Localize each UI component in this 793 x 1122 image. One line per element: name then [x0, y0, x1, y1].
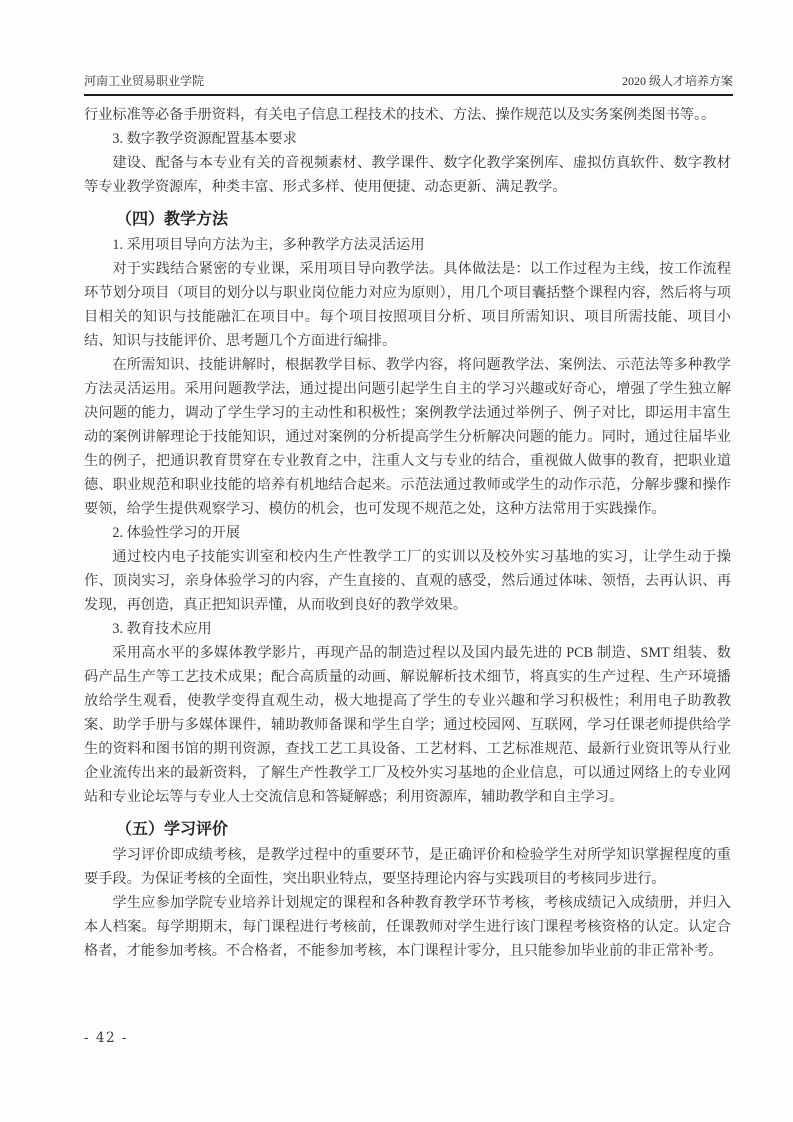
- paragraph-evaluation-rules: 学生应参加学院专业培养计划规定的课程和各种教育教学环节考核，考核成绩记入成绩册，并归入本人档案。每学期期末，每门课程进行考核前，任课教师对学生进行该门课程考核资格的认定。认定合格者，才能参加考核。不合格者，不能参加考核，本门课程计零分，且只能参加毕业前的非正常补考。: [84, 895, 731, 959]
- page-number: - 42 -: [84, 1030, 128, 1046]
- paragraph-education-technology: 采用高水平的多媒体教学影片，再现产品的制造过程以及国内最先进的 PCB 制造、SMT 组装、数码产品生产等工艺技术成果；配合高质量的动画、解说解析技术细节，将真实的生产过程、生产环境播放给学生观看，使教学变得直观生动，极大地提高了学生的专业兴趣和学习积极性；利用电子助教教案、助学手册与多媒体课件，辅助教师备课和学生自学；通过校园网、互联网，学习任课老师提供给学生的资料和图书馆的期刊资源，查找工艺工具设备、工艺材料、工艺标准规范、最新行业资讯等从行业企业流传出来的最新资料，了解生产性教学工厂及校外实习基地的企业信息，可以通过网络上的专业网站和专业论坛等与专业人士交流信息和答疑解惑；利用资源库，辅助教学和自主学习。: [84, 645, 731, 805]
- paragraph-project-method: 对于实践结合紧密的专业课，采用项目导向教学法。具体做法是：以工作过程为主线，按工作流程环节划分项目（项目的划分以与职业岗位能力对应为原则），用几个项目囊括整个课程内容，然后将与项目相关的知识与技能融汇在项目中。每个项目按照项目分析、项目所需知识、项目所需技能、项目小结、知识与技能评价、思考题几个方面进行编排。: [84, 261, 731, 349]
- paragraph-experiential-learning: 通过校内电子技能实训室和校内生产性教学工厂的实训以及校外实习基地的实习，让学生动于操作、顶岗实习，亲身体验学习的内容，产生直接的、直观的感受，然后通过体味、领悟，去再认识、再发现，再创造，真正把知识弄懂，从而收到良好的教学效果。: [84, 549, 731, 613]
- page-header: [84, 72, 733, 96]
- header-document-title: 2020 级人才培养方案: [621, 74, 733, 88]
- section-heading-learning-evaluation: （五）学习评价: [116, 821, 229, 838]
- paragraph-teaching-approaches: 在所需知识、技能讲解时，根据教学目标、教学内容，将问题教学法、案例法、示范法等多种教学方法灵活运用。采用问题教学法，通过提出问题引起学生自主的学习兴趣或好奇心，增强了学生独立解决问题的能力，调动了学生学习的主动性和积极性；案例教学法通过举例子、例子对比，即运用丰富生动的案例讲解理论于技能知识，通过对案例的分析提高学生分析解决问题的能力。同时，通过往届毕业生的例子，把通识教育贯穿在专业教育之中，注重人文与专业的结合，重视做人做事的教育，把职业道德、职业规范和职业技能的培养有机地结合起来。示范法通过教师或学生的动作示范，分解步骤和操作要领，给学生提供观察学习、模仿的机会，也可发现不规范之处，这种方法常用于实践操作。: [84, 357, 731, 517]
- paragraph-evaluation-intro: 学习评价即成绩考核，是教学过程中的重要环节，是正确评价和检验学生对所学知识掌握程度的重要手段。为保证考核的全面性，突出职业特点，要坚持理论内容与实践项目的考核同步进行。: [84, 847, 731, 887]
- header-school-name: 河南工业贸易职业学院: [84, 74, 205, 88]
- document-body: [84, 103, 731, 963]
- paragraph-continuation: 行业标准等必备手册资料，有关电子信息工程技术的技术、方法、操作规范以及实务案例类图书等。。: [84, 107, 716, 123]
- list-item-2-experiential-learning: 2. 体验性学习的开展: [112, 525, 241, 541]
- section-heading-teaching-methods: （四）教学方法: [116, 211, 229, 228]
- paragraph-digital-resources: 建设、配备与本专业有关的音视频素材、教学课件、数字化教学案例库、虚拟仿真软件、数字教材等专业教学资源库，种类丰富、形式多样、使用便捷、动态更新、满足教学。: [84, 155, 731, 195]
- list-item-3-education-technology: 3. 教育技术应用: [112, 621, 212, 637]
- list-item-1-project-oriented: 1. 采用项目导向方法为主，多种教学方法灵活运用: [112, 237, 425, 253]
- list-item-3-digital-resources: 3. 数字教学资源配置基本要求: [112, 131, 297, 147]
